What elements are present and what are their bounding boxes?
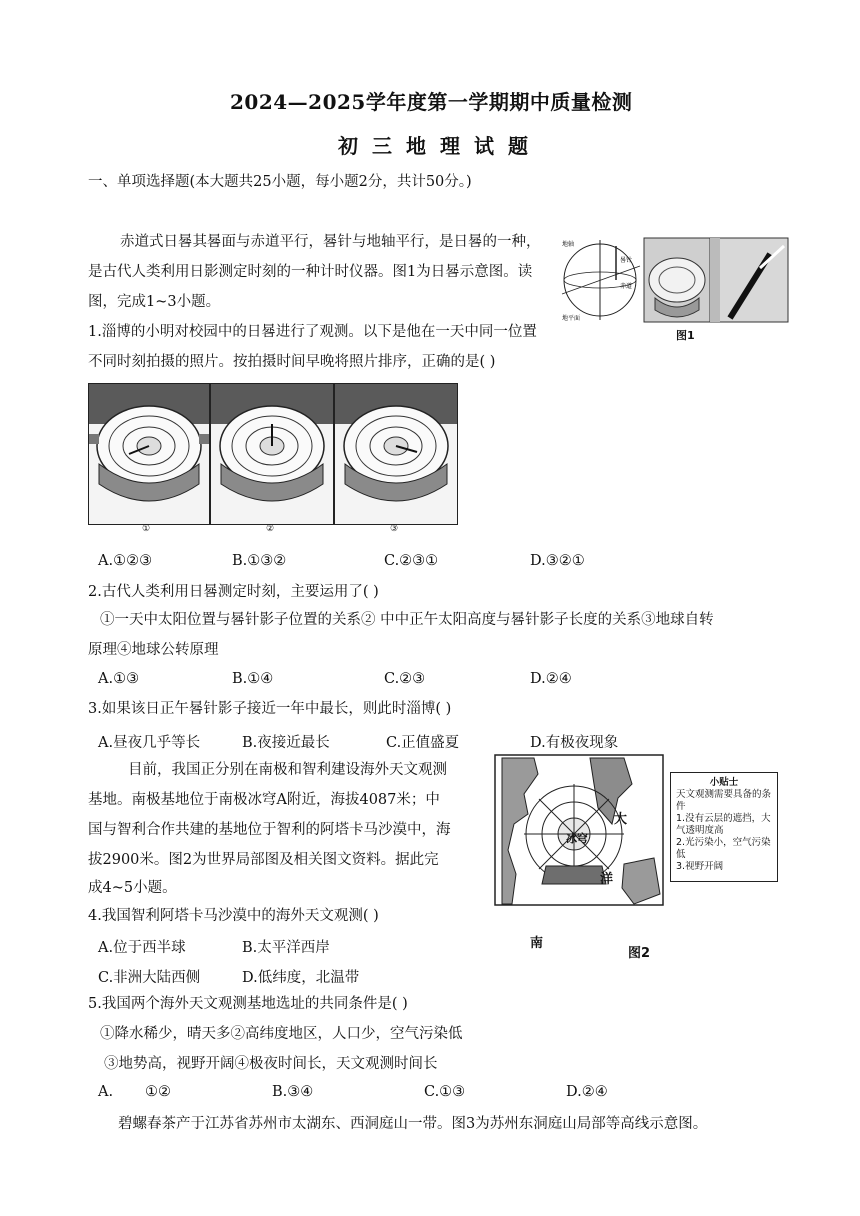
- svg-text:晷针: 晷针: [620, 257, 633, 264]
- q1-stem-line2: 不同时刻拍摄的照片。按拍摄时间早晚将照片排序，正确的是( ): [88, 354, 496, 370]
- q2-option-c[interactable]: C.②③: [384, 671, 426, 687]
- q4-option-a[interactable]: A.位于西半球: [98, 940, 186, 956]
- tip-heading: 天文观测需要具备的条件: [676, 789, 772, 812]
- tip-box: [670, 772, 778, 882]
- tip-item-2: 2.光污染小，空气污染低: [676, 837, 771, 860]
- q5-option-b[interactable]: B.③④: [272, 1084, 314, 1100]
- sundial-photo-3: [334, 383, 458, 525]
- q2-statements-line2: 原理④地球公转原理: [88, 642, 219, 658]
- passage1-line3: 图，完成1~3小题。: [88, 294, 221, 310]
- map-label-atacama: 阿塔卡马沙漠: [552, 894, 612, 905]
- q1-option-a[interactable]: A.①②③: [98, 553, 153, 569]
- q5-option-a[interactable]: ①②: [145, 1084, 171, 1100]
- passage2-line3: 国与智利合作共建的基地位于智利的阿塔卡马沙漠中，海: [88, 822, 451, 838]
- svg-text:地轴: 地轴: [562, 241, 575, 248]
- q5-option-d[interactable]: D.②④: [566, 1084, 608, 1100]
- q1-option-d[interactable]: D.③②①: [530, 553, 585, 569]
- svg-text:赤道: 赤道: [620, 283, 633, 290]
- q2-option-a[interactable]: A.①③: [98, 671, 140, 687]
- q5-option-a-letter[interactable]: A.: [98, 1084, 114, 1100]
- q2-statements-line1: ①一天中太阳位置与晷针影子位置的关系② 中中正午太阳高度与晷针影子长度的关系③地球自转: [100, 612, 714, 628]
- passage2-line2: 基地。南极基地位于南极冰穹A附近，海拔4087米；中: [88, 792, 440, 808]
- q1-option-b[interactable]: B.①③②: [232, 553, 287, 569]
- q3-stem: 3.如果该日正午晷针影子接近一年中最长，则此时淄博( ): [88, 701, 452, 717]
- sundial-photo-1: [88, 383, 210, 525]
- photo-label-3: ③: [390, 524, 399, 534]
- passage2-line5: 成4~5小题。: [88, 880, 177, 896]
- q1-stem-line1: 1.淄博的小明对校园中的日晷进行了观测。以下是他在一天中同一位置: [88, 324, 537, 340]
- passage1-line2: 是古代人类利用日影测定时刻的一种计时仪器。图1为日晷示意图。读: [88, 264, 533, 280]
- map-label-ocean1: 大: [614, 812, 628, 827]
- q4-option-d[interactable]: D.低纬度，北温带: [242, 970, 360, 986]
- globe-diagram: [562, 240, 640, 322]
- q3-option-a[interactable]: A.昼夜几乎等长: [98, 735, 201, 751]
- sundial-photo-2: [210, 383, 334, 525]
- q4-option-b[interactable]: B.太平洋西岸: [242, 940, 330, 956]
- section-heading: 一、单项选择题(本大题共25小题，每小题2分，共计50分。): [88, 174, 472, 190]
- map-label-dome: 冰穹: [566, 832, 588, 845]
- q5-option-c[interactable]: C.①③: [424, 1084, 466, 1100]
- tip-item-1: 1.没有云层的遮挡，大气透明度高: [676, 813, 771, 836]
- q5-statements-line2: ③地势高，视野开阔④极夜时间长，天文观测时间长: [104, 1056, 438, 1072]
- q5-statements-line1: ①降水稀少，晴天多②高纬度地区，人口少，空气污染低: [100, 1026, 463, 1042]
- tip-item-3: 3.视野开阔: [676, 861, 724, 872]
- figure1: [560, 236, 790, 340]
- tip-title: 小贴士: [709, 777, 739, 788]
- photo-label-1: ①: [142, 524, 151, 534]
- passage2-line4: 拔2900米。图2为世界局部图及相关图文资料。据此完: [88, 852, 439, 868]
- figure1-caption: 图1: [676, 329, 695, 342]
- exam-title: 2024—2025学年度第一学期期中质量检测: [230, 90, 633, 114]
- map-label-south: 南: [530, 936, 544, 951]
- svg-text:地平面: 地平面: [562, 315, 581, 322]
- q3-option-b[interactable]: B.夜接近最长: [242, 735, 330, 751]
- q3-option-c[interactable]: C.正值盛夏: [386, 735, 460, 751]
- q4-option-c[interactable]: C.非洲大陆西侧: [98, 970, 201, 986]
- q4-stem: 4.我国智利阿塔卡马沙漠中的海外天文观测( ): [88, 908, 379, 924]
- passage1-line1: 赤道式日晷其晷面与赤道平行，晷针与地轴平行，是日晷的一种，: [120, 234, 541, 250]
- figure2-caption: 图2: [628, 946, 651, 961]
- q2-option-b[interactable]: B.①④: [232, 671, 274, 687]
- subject-title: 初三地理试题: [338, 134, 542, 158]
- q2-option-d[interactable]: D.②④: [530, 671, 572, 687]
- q2-stem: 2.古代人类利用日晷测定时刻，主要运用了( ): [88, 584, 379, 600]
- q3-option-d[interactable]: D.有极夜现象: [530, 735, 619, 751]
- q5-stem: 5.我国两个海外天文观测基地选址的共同条件是( ): [88, 996, 408, 1012]
- sundial-diagram: [560, 236, 790, 340]
- passage3-line1: 碧螺春茶产于江苏省苏州市太湖东、西洞庭山一带。图3为苏州东洞庭山局部等高线示意图。: [118, 1116, 708, 1132]
- passage2-line1: 目前，我国正分别在南极和智利建设海外天文观测: [128, 762, 447, 778]
- q1-option-c[interactable]: C.②③①: [384, 553, 439, 569]
- map-label-ocean2: 洋: [600, 872, 614, 887]
- photo-label-2: ②: [266, 524, 275, 534]
